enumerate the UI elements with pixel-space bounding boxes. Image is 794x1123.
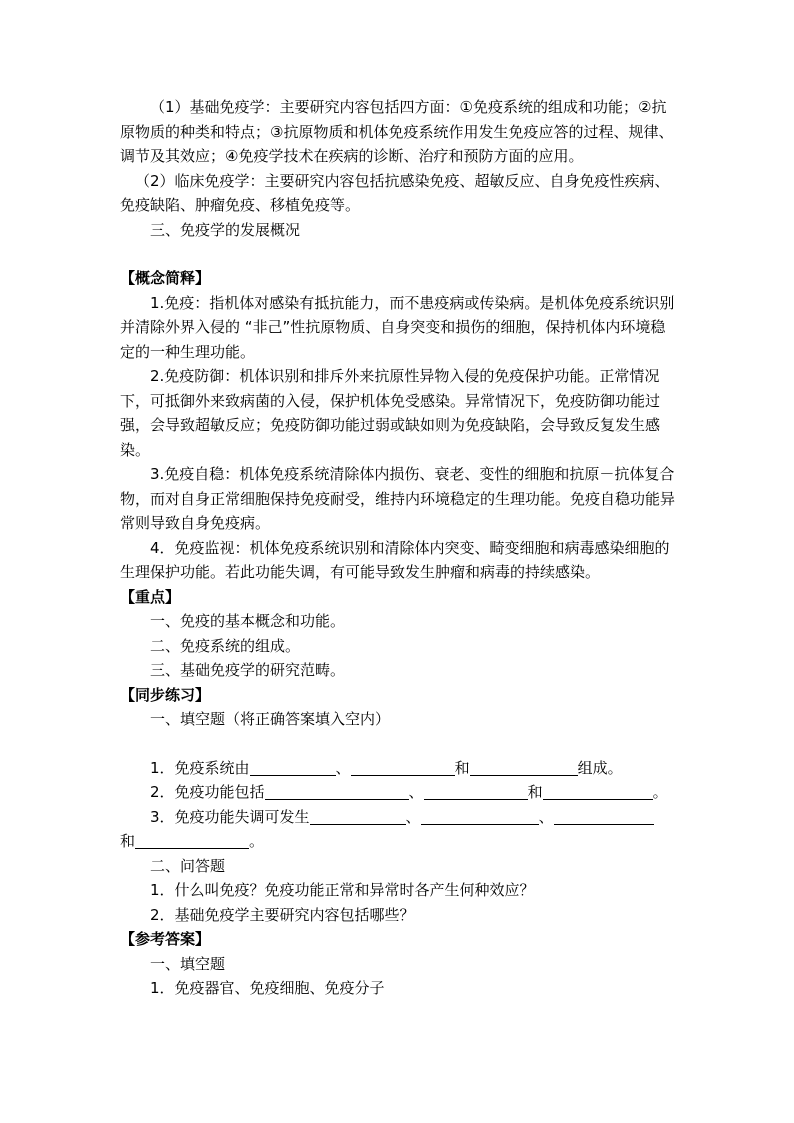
answer-blank[interactable] — [554, 808, 654, 825]
paragraph-clinical-immunology: （2）临床免疫学：主要研究内容包括抗感染免疫、超敏反应、自身免疫性疾病、免疫缺陷、肿瘤免疫、移植免疫等。 — [120, 171, 670, 214]
answer-blank[interactable] — [250, 759, 336, 776]
key-point-item: 二、免疫系统的组成。 — [150, 636, 301, 655]
concept-homeostasis: 3.免疫自稳：机体免疫系统清除体内损伤、衰老、变性的细胞和抗原－抗体复合物，而对自身正常细胞保持免疫耐受，维持内环境稳定的生理功能。免疫自稳功能异常则导致自身免疫病。 — [120, 465, 676, 532]
document-page — [120, 95, 680, 1001]
fill-blank-title: 一、填空题（将正确答案填入空内） — [150, 710, 391, 728]
concept-immunity: 1.免疫：指机体对感染有抵抗能力，而不患疫病或传染病。是机体免疫系统识别并清除外界入侵的 “非己”性抗原物质、自身突变和损伤的细胞，保持机体内环境稳定的一种生理功能。 — [120, 293, 675, 361]
fill-question-3: 3．免疫功能失调可发生 、 、 — [120, 805, 680, 830]
heading-answers: 【参考答案】 — [120, 930, 211, 948]
concept-defense: 2.免疫防御：机体识别和排斥外来抗原性异物入侵的免疫保护功能。正常情况下，可抵御外来致病菌的入侵，保护机体免受感染。异常情况下，免疫防御功能过强，会导致超敏反应；免疫防御功能过弱或缺如则为免疫缺陷，会导致反复发生感染。 — [120, 367, 661, 459]
qa-question-2: 2．基础免疫学主要研究内容包括哪些？ — [150, 905, 415, 924]
answer-blank[interactable] — [421, 808, 539, 825]
answer-blank[interactable] — [135, 832, 249, 849]
fill-question-1: 1．免疫系统由 、 和 组成。 — [150, 758, 623, 777]
answer-1: 1．免疫器官、免疫细胞、免疫分子 — [150, 979, 385, 997]
answer-blank[interactable] — [351, 759, 455, 776]
heading-key-points: 【重点】 — [120, 587, 181, 606]
answer-blank[interactable] — [265, 783, 409, 800]
paragraph-basic-immunology: （1）基础免疫学：主要研究内容包括四方面：①免疫系统的组成和功能；②抗原物质的种类和特点；③抗原物质和机体免疫系统作用发生免疫应答的过程、规律、调节及其效应；④免疫学技术在疾病的诊断、治疗和预防方面的应用。 — [120, 98, 674, 165]
answer-blank[interactable] — [310, 808, 406, 825]
heading-practice: 【同步练习】 — [120, 685, 211, 704]
answer-blank[interactable] — [543, 783, 653, 800]
fill-question-3-cont: 和 。 — [120, 832, 265, 850]
heading-concepts: 【概念简释】 — [120, 269, 211, 287]
answers-fill-title: 一、填空题 — [150, 954, 226, 973]
concept-surveillance: 4．免疫监视：机体免疫系统识别和清除体内突变、畸变细胞和病毒感染细胞的生理保护功能。若此功能失调，有可能导致发生肿瘤和病毒的持续感染。 — [120, 538, 670, 581]
fill-question-2: 2．免疫功能包括 、 和 。 — [150, 783, 668, 801]
section-title-history: 三、免疫学的发展概况 — [150, 220, 301, 239]
answer-blank[interactable] — [424, 783, 528, 800]
qa-question-1: 1．什么叫免疫？免疫功能正常和异常时各产生何种效应？ — [150, 881, 535, 899]
key-point-item: 一、免疫的基本概念和功能。 — [150, 612, 346, 630]
answer-blank[interactable] — [470, 759, 578, 776]
qa-title: 二、问答题 — [150, 856, 226, 875]
key-point-item: 三、基础免疫学的研究范畴。 — [150, 661, 346, 679]
